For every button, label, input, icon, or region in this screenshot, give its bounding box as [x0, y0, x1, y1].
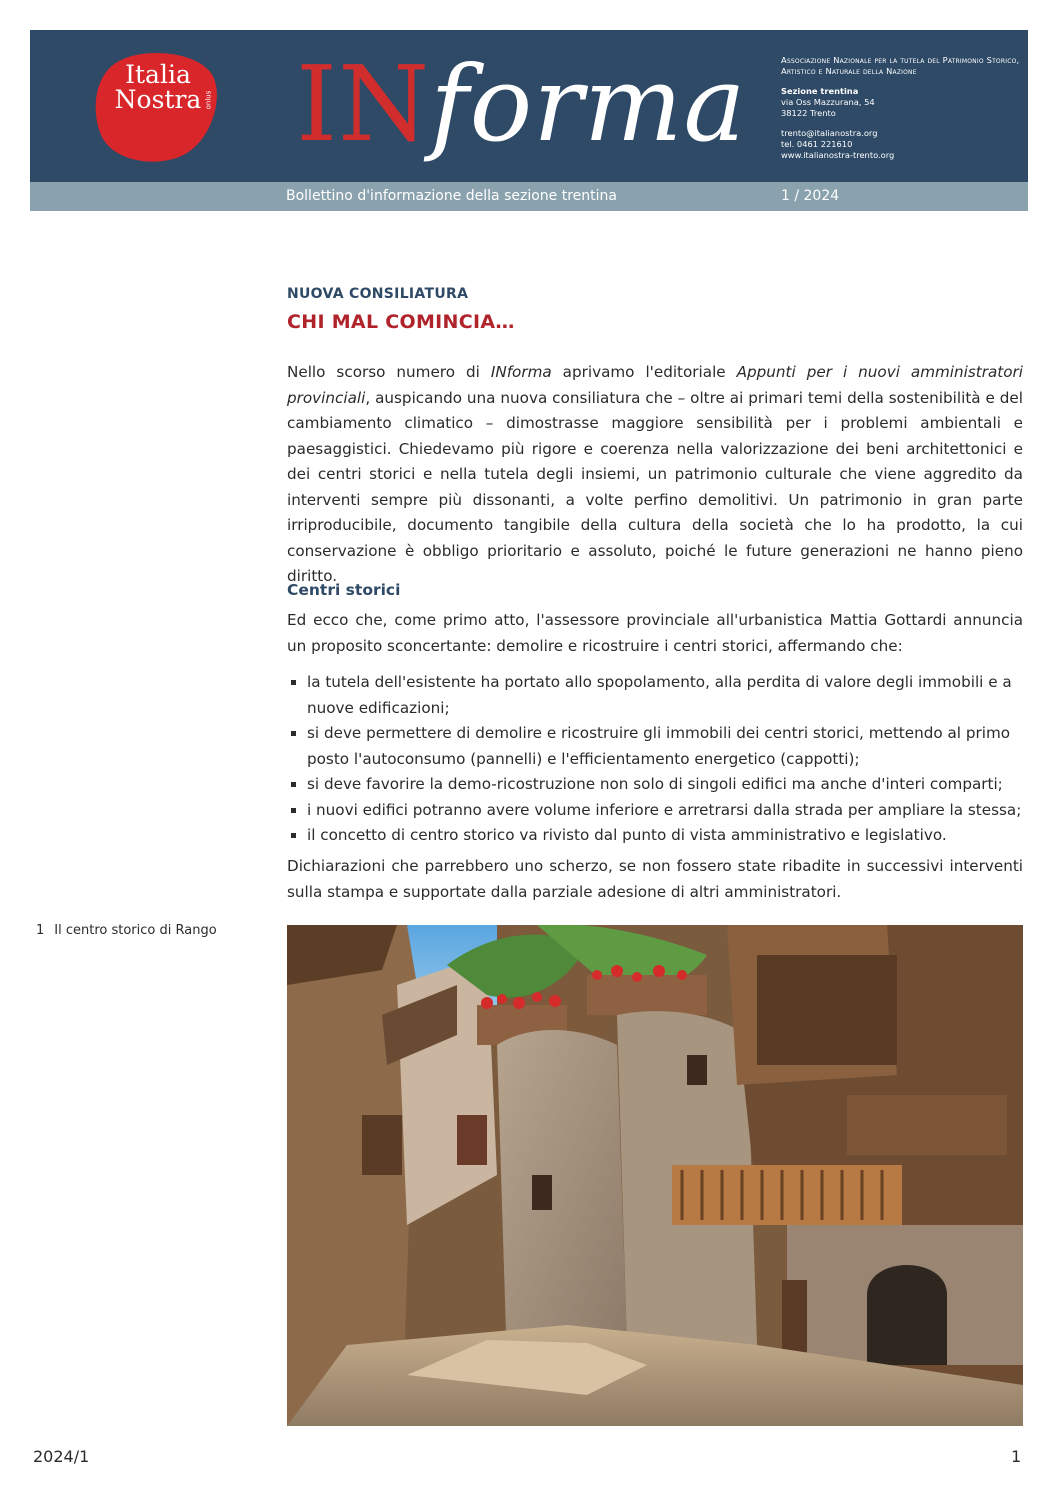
lead-em-1: INforma — [490, 363, 552, 381]
lead-em-2: Appunti per i nuovi amministratori provinciali — [287, 363, 1023, 407]
bullet-item: si deve permettere di demolire e ricostruire gli immobili dei centri storici, mettendo al primo posto l'autoconsumo (pannelli) e l'efficientamento energetico (cappotti); — [287, 721, 1023, 772]
lead-text-1: Nello scorso numero di — [287, 363, 491, 381]
address-line-1: via Oss Mazzurana, 54 — [781, 97, 875, 107]
bullet-item: la tutela dell'esistente ha portato allo spopolamento, alla perdita di valore degli immobili e a nuove edificazioni; — [287, 670, 1023, 721]
contact-email: trento@italianostra.org — [781, 128, 878, 138]
address-line-2: 38122 Trento — [781, 108, 836, 118]
bullet-list — [287, 670, 1023, 849]
paragraph-2 — [287, 608, 1023, 659]
article-kicker: NUOVA CONSILIATURA — [287, 286, 469, 302]
paragraph-3 — [287, 854, 1023, 905]
contact-website: www.italianostra-trento.org — [781, 150, 895, 160]
logo-wordmark — [97, 62, 219, 112]
bulletin-bar — [30, 182, 1028, 211]
logo-line-2: Nostra — [114, 85, 202, 114]
masthead-title — [296, 44, 747, 174]
figure-number: 1 — [36, 923, 45, 938]
paragraph-2-text: Ed ecco che, come primo atto, l'assessore provinciale all'urbanistica Mattia Gottardi annuncia un proposito sconcertante: demolire e ricostruire i centri storici, affermando che: — [287, 611, 1023, 655]
association-name: Associazione Nazionale per la tutela del Patrimonio Storico, Artistico e Naturale della Nazione — [781, 55, 1020, 76]
masthead-in: IN — [296, 43, 431, 165]
figure-caption-text: Il centro storico di Rango — [54, 923, 217, 938]
contact-phone: tel. 0461 221610 — [781, 139, 853, 149]
figure-caption — [36, 923, 217, 938]
bulletin-description: Bollettino d'informazione della sezione trentina — [286, 188, 617, 204]
page-number: 1 — [1011, 1447, 1022, 1466]
lead-paragraph — [287, 360, 1023, 590]
section-subhead: Centri storici — [287, 581, 401, 599]
article-headline: CHI MAL COMINCIA… — [287, 311, 515, 333]
association-info — [781, 55, 1021, 161]
bullet-item: il concetto di centro storico va rivisto dal punto di vista amministrativo e legislativo. — [287, 823, 1023, 849]
bullet-item: i nuovi edifici potranno avere volume inferiore e arretrarsi dalla strada per ampliare la stessa; — [287, 798, 1023, 824]
logo-suffix: onlus — [204, 90, 213, 110]
lead-text-3: , auspicando una nuova consiliatura che – oltre ai primari temi della sostenibilità e del cambiamento climatico – dimostrasse maggiore sensibilità per i problemi ambientali e paesaggistici. Chiedevamo più rigore e coerenza nella valorizzazione dei beni architettonici e dei centri storici e nella tutela degli insiemi, un patrimonio culturale che viene aggredito da interventi sempre più dissonanti, a volte perfino demolitivi. Un patrimonio in gran parte irriproducibile, documento tangibile della cultura della società che lo ha prodotto, la cui conservazione è obbligo prioritario e assoluto, poiché le future generazioni ne hanno pieno diritto. — [287, 388, 1023, 585]
lead-text-2: aprivamo l'editoriale — [551, 363, 737, 381]
section-name: Sezione trentina — [781, 86, 859, 96]
rango-village-photo — [287, 925, 1023, 1426]
bullet-item: si deve favorire la demo-ricostruzione non solo di singoli edifici ma anche d'interi comparti; — [287, 772, 1023, 798]
issue-number: 1 / 2024 — [781, 188, 840, 204]
paragraph-3-text: Dichiarazioni che parrebbero uno scherzo, se non fossero state ribadite in successivi interventi sulla stampa e supportate dalla parziale adesione di altri amministratori. — [287, 857, 1023, 901]
footer-issue: 2024/1 — [33, 1447, 90, 1466]
logo-line-1: Italia — [125, 60, 191, 89]
masthead-forma: forma — [430, 43, 747, 165]
